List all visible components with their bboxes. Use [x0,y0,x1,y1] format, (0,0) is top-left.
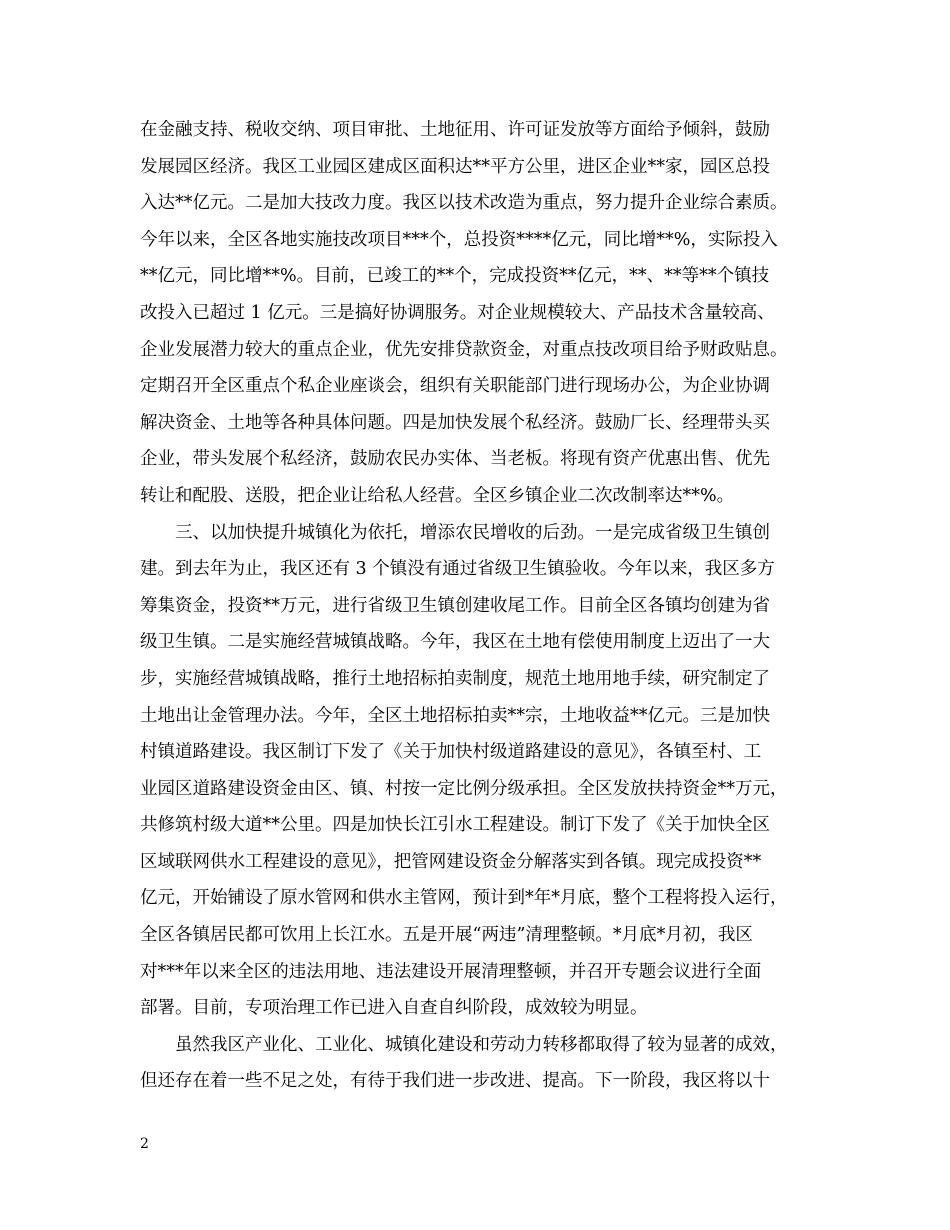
text-line: 级卫生镇。二是实施经营城镇战略。今年，我区在土地有偿使用制度上迈出了一大 [140,632,770,653]
text-line: 企业，带头发展个私经济，鼓励农民办实体、当老板。将现有资产优惠出售、优先 [140,449,770,470]
text-line: 发展园区经济。我区工业园区建成区面积达**平方公里，进区企业**家，园区总投 [140,156,770,177]
text-line: 企业发展潜力较大的重点企业，优先安排贷款资金，对重点技改项目给予财政贴息。 [140,339,788,360]
paragraph-3 [140,1027,815,1100]
text-line: 虽然我区产业化、工业化、城镇化建设和劳动力转移都取得了较为显著的成效， [175,1034,788,1055]
text-line: 建。到去年为止，我区还有 3 个镇没有通过省级卫生镇验收。今年以来，我区多方 [140,559,775,580]
text-line: 区域联网供水工程建设的意见》，把管网建设资金分解落实到各镇。现完成投资** [140,851,762,872]
text-line: 部署。目前，专项治理工作已进入自查自纠阶段，成效较为明显。 [140,998,648,1019]
text-line: 解决资金、土地等各种具体问题。四是加快发展个私经济。鼓励厂长、经理带头买 [140,412,770,433]
text-line: **亿元，同比增**%。目前，已竣工的**个，完成投资**亿元，**、**等**个镇技 [140,266,770,287]
text-line: 在金融支持、税收交纳、项目审批、土地征用、许可证发放等方面给予倾斜，鼓励 [140,120,770,140]
text-line: 亿元，开始铺设了原水管网和供水主管网，预计到*年*月底，整个工程将投入运行， [140,888,788,909]
text-line: 定期召开全区重点个私企业座谈会，组织有关职能部门进行现场办公，为企业协调 [140,376,770,397]
text-line: 全区各镇居民都可饮用上长江水。五是开展“两违”清理整顿。*月底*月初，我区 [140,925,753,946]
text-line: 转让和配股、送股，把企业让给私人经营。全区乡镇企业二次改制率达**%。 [140,485,735,506]
text-line: 村镇道路建设。我区制订下发了《关于加快村级道路建设的意见》，各镇至村、工 [140,742,762,763]
paragraph-2 [140,515,815,1027]
text-line: 改投入已超过 1 亿元。三是搞好协调服务。对企业规模较大、产品技术含量较高、 [140,302,775,323]
paragraph-1 [140,112,815,515]
body-text [140,112,815,1100]
text-line: 对***年以来全区的违法用地、违法建设开展清理整顿，并召开专题会议进行全面 [140,961,762,982]
text-line: 但还存在着一些不足之处，有待于我们进一步改进、提高。下一阶段，我区将以十 [140,1071,770,1092]
text-line: 今年以来，全区各地实施技改项目***个，总投资****亿元，同比增**%，实际投入 [140,229,778,250]
text-line: 三、以加快提升城镇化为依托，增添农民增收的后劲。一是完成省级卫生镇创 [175,522,770,543]
text-line: 筹集资金，投资**万元，进行省级卫生镇创建收尾工作。目前全区各镇均创建为省 [140,595,770,616]
page-number: 2 [140,1136,149,1152]
text-line: 共修筑村级大道**公里。四是加快长江引水工程建设。制订下发了《关于加快全区 [140,815,770,836]
text-line: 步，实施经营城镇战略，推行土地招标拍卖制度，规范土地用地手续，研究制定了 [140,668,770,689]
text-line: 业园区道路建设资金由区、镇、村按一定比例分级承担。全区发放扶持资金**万元， [140,778,788,799]
text-line: 入达**亿元。二是加大技改力度。我区以技术改造为重点，努力提升企业综合素质。 [140,193,788,214]
text-line: 土地出让金管理办法。今年，全区土地招标拍卖**宗，土地收益**亿元。三是加快 [140,705,770,726]
